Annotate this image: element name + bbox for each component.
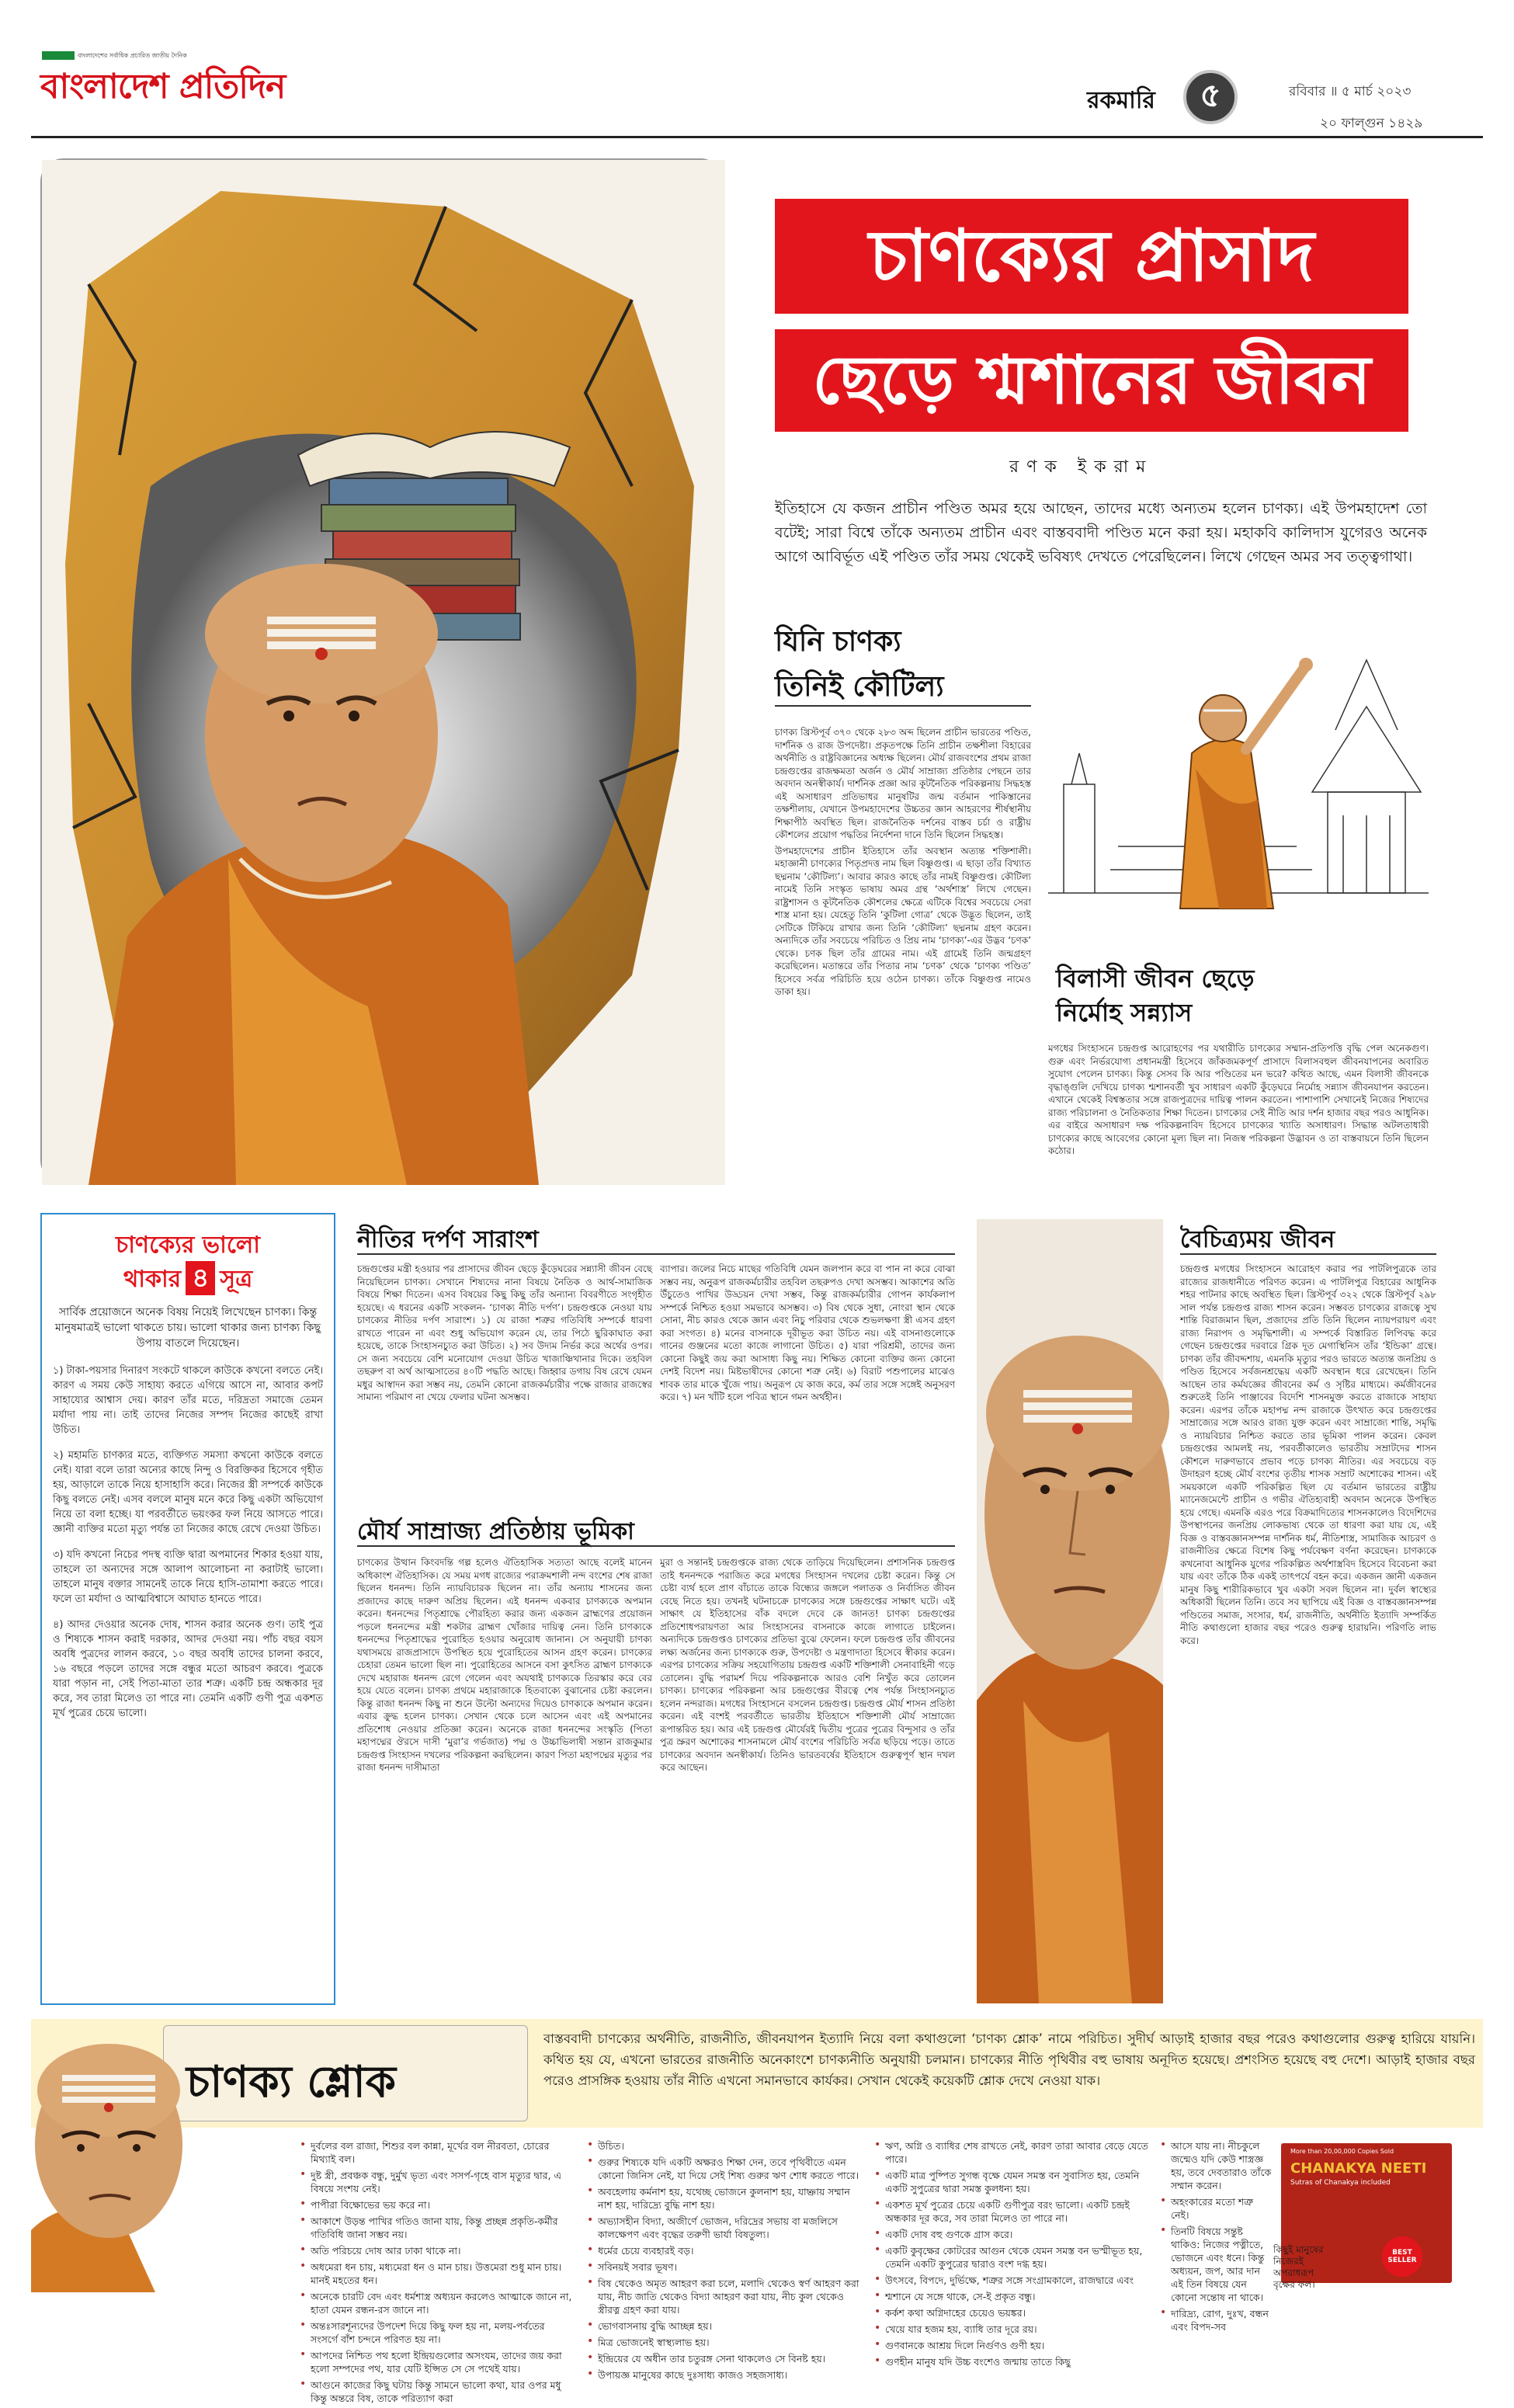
sidebar-title-word: থাকার (123, 1266, 182, 1293)
page-number-badge: ৫ (1183, 70, 1238, 124)
subheading-line: বিলাসী জীবন ছেড়ে (1056, 964, 1255, 993)
headline-line-2: ছেড়ে শ্মশানের জীবন (775, 329, 1408, 432)
section-niti-darpan-col-b: ব্যাপার। জলের নিচে মাছের গতিবিধি যেমন জলপান করে বা পান না করে বোঝা সম্ভব নয়, অনুরূপ রাজকর্মচারীর তহবিল তছরুপও দেখা অসম্ভব। আকাশের অতি উঁচুতেও পাখির উড্ডয়ন দেখা সম্ভব, কিন্তু রাজকর্মচারীর গোপন কার্যকলাপ সম্পর্কে নিশ্চিত হওয়া সমভাবে অসম্ভব। ৩) বিষ থেকে সুধা, নোংরা স্থান থেকে সোনা, নীচ কারও থেকে জ্ঞান এবং নিচু পরিবার থেকে শুভলক্ষণা স্ত্রী এসব গ্রহণ করা সংগত। ৪) মনের বাসনাকে দূরীভূত করা উচিত নয়। এই বাসনাগুলোকে গানের গুঞ্জনের মতো কাজে লাগানো উচিত। ৫) যারা পরিশ্রমী, তাদের জন্য কোনো কিছুই জয় করা আসাধ্য কিছু নয়। শিক্ষিত কোনো ব্যক্তির জন্য কোনো দেশই বিদেশ নয়। মিষ্টভাষীদের কোনো শত্রু নেই। ৬) বিরাট পশুপালের মাঝেও শাবক তার মাকে খুঁজে পায়। অনুরূপ যে কাজ করে, কর্ম তার সঙ্গে সঙ্গেই অনুসরণ করে। ৭) মন খাঁটি হলে পবিত্র স্থানে গমন অর্থহীন। (660, 1263, 955, 1402)
shloka-item: • উৎসবে, বিপদে, দুর্ভিক্ষে, শত্রুর সঙ্গে সংগ্রামকালে, রাজদ্বারে এবং (870, 2274, 1149, 2287)
section-diverse-life-text: চন্দ্রগুপ্ত মগধের সিংহাসনে আরোহণ করার পর পাটলিপুত্রকে তার রাজ্যের রাজধানীতে পরিণত করেন। এ পাটলিপুত্র বিহারের আধুনিক শহর পাটনার কাছে অবস্থিত ছিল। খ্রিস্টপূর্ব ৩২২ থেকে খ্রিস্টপূর্ব ২৯৮ সাল পর্যন্ত চন্দ্রগুপ্ত রাজ্য শাসন করেন। সম্ভবত চাণক্যের রাজত্বে সুখ শান্তি বিরাজমান ছিল, প্রজাদের প্রতি তিনি ছিলেন ন্যায়পরায়ণ এবং রাজ্য নিরাপদ ও সমৃদ্ধিশালী। এ সম্পর্কে বিস্তারিত লিপিবদ্ধ করে গেছেন চন্দ্রগুপ্তের দরবারে গ্রিক দূত মেগাস্থিনিস তাঁর ‘ইন্ডিকা’ গ্রন্থে। চাণক্য তাঁর জীবদ্দশায়, এমনকি মৃত্যুর পরও ভারতে অত্যন্ত জনপ্রিয় ও পণ্ডিত হিসেবে সর্বজনশ্রদ্ধেয় একটি অবস্থান ধরে রেখেছেন। তিনি আছেন তার কর্মযজ্ঞের জীবনের কর্ম ও সৃষ্টির মাধ্যমে। কর্মজীবনের শুরুতেই তিনি পাঞ্জাবের বিদেশি শাসনমুক্ত করতে রাজাকে সাহায্য করেন। এরপর তাঁকে মহাপদ্ম নন্দ রাজাকে উৎখাত করে চন্দ্রগুপ্তের সাম্রাজ্যের সঙ্গে আরও রাজ্য যুক্ত করেন এবং সাম্রাজ্যে শান্তি, সমৃদ্ধি ও ন্যায়বিচার নিশ্চিত করতে তার ভূমিকা পালন করেন। কেবল চন্দ্রগুপ্তের আমলই নয়, পরবর্তীকালেও ভারতীয় সম্রাটদের শাসন কৌশলে দারুণভাবে প্রভাব পড়ে চাণক্য নীতির। এর সবচেয়ে বড় উদাহরণ হচ্ছে মৌর্য বংশের তৃতীয় শাসক সম্রাট অশোকের শাসন। এই সময়কালে একটি পরিকল্পিত ছিল যে বর্তমান ভারতের রাষ্ট্রীয় ম্যানেজমেন্টে প্রাচীন ও গভীর ঐতিহ্যবাহী অবদান অনেকে উপস্থিত হয়ে গেছে। এমনকি এরও পরে বিক্রমাদিত্যের শাসনকালেও বিদেশিদের উপস্থাপনের জনপ্রিয় লোকভাষ্য থেকে তা ধারণা করা যায় যে, এই বিজ্ঞ ও বাস্তবজ্ঞানসম্পন্ন দার্শনিক ধর্ম, নীতিশাস্ত্র, সামাজিক আচরণ ও রাজনীতির ক্ষেত্রে বিশেষ কিছু পর্যবেক্ষণ বর্ণনা করেছেন। চাণক্যকে কখনোবা আধুনিক যুগের পরিকল্পিত অর্থশাস্ত্রবিদ হিসেবে বিবেচনা করা যায় এবং তাঁকে ঠিক একই তাৎপর্যে বহন করে। একজন জ্ঞানী একজন মানুষ কিছু শারীরিকভাবে খুব একটা সবল ছিলেন না। দুর্বল স্বাস্থ্যের অধিকারী ছিলেন তিনি। তবে সব ছাপিয়ে এই বিজ্ঞ ও বাস্তবজ্ঞানসম্পন্ন পণ্ডিতের সমাজ, সংসার, ধর্ম, রাজনীতি, অর্থনীতি ইত্যাদি সম্পর্কিত নীতি কথাগুলো হাজার বছর পরেও গুরুত্ব হারায়নি। পরিণতি লাভ করে। (1180, 1263, 1436, 1646)
shloka-list-col-2 (582, 2139, 862, 2385)
hero-illustration (40, 158, 724, 1183)
section-maurya-col-a: চাণক্যের উত্থান কিংবদন্তি গল্প হলেও ঐতিহাসিক সত্যতা আছে বলেই মানেন অধিকাংশ ঐতিহাসিক। যে সময় মগধ রাজ্যের পরাক্রমশালী নন্দ বংশের শেষ রাজা ছিলেন ধননন্দ। তিনি ন্যায়বিচারক ছিলেন না। তাঁর অন্যায় শাসনের জন্য প্রজাদের কাছে দারুণ অপ্রিয় ছিলেন। এই ধননন্দ একবার চাণক্যকে অপমান করেন। ধননন্দের পিতৃশ্রাদ্ধে পৌরহিত্য করার জন্য একজন ব্রাহ্মণের প্রয়োজন পড়লে ধননন্দের মন্ত্রী শকটার ব্রাহ্মণ খোঁজার দায়িত্ব নেন। তিনি চাণক্যকে ধননন্দের পিতৃশ্রাদ্ধের পুরোহিত হওয়ার অনুরোধ জানান। সে অনুযায়ী চাণক্য যথাসময়ে রাজপ্রাসাদে উপস্থিত হয়ে পুরোহিতের আসন গ্রহণ করেন। চাণক্যের চেহারা তেমন ভালো ছিল না। পুরোহিতের আসনে বসা কুৎসিত ব্রাহ্মণ চাণক্যকে দেখে মহারাজ ধননন্দ রেগে গেলেন এবং অযথাই চাণক্যকে তিরস্কার করে বের হয়ে যেতে বলেন। চাণক্য প্রথমে মহারাজাকে হিতবাক্যে বুঝানোর চেষ্টা করলেন। কিন্তু রাজা ধননন্দ কিছু না শুনে উল্টো অন্যদের দিয়েও চাণক্যকে অপমান করেন। এবার ক্রুদ্ধ হলেন চাণক্য। সেখান থেকে চলে আসেন এবং এই অপমানের প্রতিশোধ নেওয়ার প্রতিজ্ঞা করেন। অনেকে রাজা ধননন্দের সংস্কৃতি (পিতা মহাপদ্মের ঔরসে দাসী ‘মুরা’র গর্ভজাত) পদ্ম ও উচ্চাভিলাষী সন্তান রাজকুমার চন্দ্রগুপ্ত সিংহাসন দখলের পরিকল্পনা করছিলেন। কারণ পিতা মহাপদ্মের মৃত্যুর পর রাজা ধননন্দ দাসীমাতা (357, 1557, 652, 1773)
subheading-line: তিনিই কৌটিল্য (775, 671, 944, 703)
book-subtitle: Sutras of Chanakya included (1290, 2179, 1391, 2187)
shloka-item: • ইন্দ্রিয়ের যে অধীন তার চতুরঙ্গ সেনা থাকলেও সে বিনষ্ট হয়। (582, 2352, 862, 2365)
section-niti-darpan-col-a: চন্দ্রগুপ্তের মন্ত্রী হওয়ার পর প্রাসাদের জীবন ছেড়ে কুঁড়েঘরের সন্ন্যাসী জীবন বেছে নিয়েছিলেন চাণক্য। সেখানে শিষ্যদের নানা বিষয়ে নৈতিক ও আর্থ-সামাজিক বিষয়ে শিক্ষা দিতেন। এসব বিষয়ের কিছু কিছু তাঁর অন্যান্য বিবরণীতে সংগৃহীত হয়েছে। এ ধরনের একটি সংকলন- ‘চাণক্য নীতি দর্পণ’। চন্দ্রগুপ্তকে নেওয়া যায় চাণক্যের নীতির দর্পণ সারাংশ। ১) যে রাজা শত্রুর গতিবিধি সম্পর্কে ধারণা রাখতে পারেন না এবং শুধু অভিযোগ করেন যে, তার পিঠে ছুরিকাঘাত করা হয়েছে, তাকে সিংহাসনচ্যুত করা উচিত। ২) সব উদ্যম নির্ভর করে অর্থের ওপর। সে জন্য সবচেয়ে বেশি মনোযোগ দেওয়া উচিত খাজাঞ্চিখানার দিকে। তহবিল তছরুপ বা অর্থ আত্মসাতের ৪০টি পদ্ধতি আছে। জিহ্বার ডগায় বিষ রেখে যেমন মধুর আস্বাদন করা সম্ভব নয়, তেমনি কোনো রাজকর্মচারীর পক্ষে রাজার রাজস্বের সামান্য পরিমাণ না খেয়ে ফেলার ঘটনা অসম্ভব। (357, 1263, 652, 1402)
shloka-item: • একটি কুবৃক্ষের কোটরের আগুন থেকে যেমন সমস্ত বন ভস্মীভূত হয়, তেমনি একটি কুপুত্রের দ্বারাও বংশ দগ্ধ হয়। (870, 2244, 1149, 2271)
shloka-list-col-4 (1155, 2139, 1272, 2337)
sidebar-title: চাণক্যের ভালো (116, 1232, 260, 1259)
date-gregorian: রবিবার ॥ ৫ মার্চ ২০২৩ (1289, 84, 1412, 99)
section-who-is-chanakya-text (775, 726, 1031, 999)
subheading-divider (1180, 1253, 1436, 1255)
number-badge: ৪ (186, 1261, 215, 1295)
sidebar-points (53, 1364, 323, 1721)
chanakya-pointing-icon (1048, 613, 1429, 924)
subheading-diverse-life: বৈচিত্র্যময় জীবন (1180, 1226, 1335, 1253)
shloka-item: • কর্কশ কথা অগ্নিদাহের চেয়েও ভয়ঙ্কর। (870, 2306, 1149, 2319)
shloka-item: • অতি পরিচয়ে দোষ আর ঢাকা থাকে না। (295, 2244, 575, 2257)
chanakya-portrait (977, 1219, 1163, 2003)
section-maurya-col-b: মুরা ও সন্তানই চন্দ্রগুপ্তকে রাজ্য থেকে তাড়িয়ে দিয়েছিলেন। প্রশাসনিক চন্দ্রগুপ্ত তাই ধননন্দকে পরাজিত করে মগধের সিংহাসন দখলের চেষ্টা করেন। কিন্তু সে চেষ্টা ব্যর্থ হলে প্রাণ বাঁচাতে তাকে বিন্ধ্যের জঙ্গলে পলাতক ও নির্বাসিত জীবন বেছে নিতে হয়। তখনই ঘটনাচক্রে চাণক্যের সঙ্গে চন্দ্রগুপ্তের সাক্ষাৎ ঘটে। এই সাক্ষাৎ যে ইতিহাসের বাঁক বদলে দেবে কে জানত! চাণক্য চন্দ্রগুপ্তের প্রতিশোধপরায়ণতা আর সিংহাসনের বাসনাকে কাজে লাগাতে চাইলেন। অন্যদিকে চন্দ্রগুপ্তও চাণক্যের প্রতিভা বুঝে ফেলেন। ফলে চন্দ্রগুপ্ত তাঁর জীবনের লক্ষ্য অর্জনের জন্য চাণক্যকে গুরু, উপদেষ্টা ও মন্ত্রণাদাতা হিসেবে স্বীকার করেন। এরপর চাণক্যের সক্রিয় সহযোগিতায় চন্দ্রগুপ্ত একটি শক্তিশালী সেনাবাহিনী গড়ে তোলেন। বুদ্ধি পরামর্শ দিয়ে পরিকল্পনাকে আরও বেশি নিখুঁত করে তোলেন চাণক্য। চাণক্যের পরিকল্পনা আর চন্দ্রগুপ্তের বীরত্বে শেষ পর্যন্ত সিংহাসনচ্যুত হলেন নন্দরাজ। মগধের সিংহাসনে বসলেন চন্দ্রগুপ্ত। চন্দ্রগুপ্ত মৌর্য শাসন প্রতিষ্ঠা করেন। এই বংশই পরবর্তীতে ভারতীয় ইতিহাসে শক্তিশালী মৌর্য সাম্রাজ্যে রূপান্তরিত হয়। আর এই চন্দ্রগুপ্ত মৌর্যেরই দ্বিতীয় পুত্রের পুত্রের বিন্দুসার ও তাঁর পুত্র স্রুরণ অশোকের শাসনামলে মৌর্য বংশের পরিচিতি সর্বত্র ছড়িয়ে পড়ে। তাতে চাণক্যের অবদান অনস্বীকার্য। তিনিও ভারতবর্ষের ইতিহাসে গুরুত্বপূর্ণ স্থান দখল করে আছেন। (660, 1557, 955, 1773)
shloka-item: • আসে যায় না। নীচকুলে জন্মেও যদি কেউ শাস্ত্রজ্ঞ হয়, তবে দেবতারাও তাঁকে সম্মান করেন। (1155, 2139, 1272, 2192)
shloka-item: • উপায়জ্ঞ মানুষের কাছে দুঃসাধ্য কাজও সহজসাধ্য। (582, 2368, 862, 2382)
principle-item: ৪) আদর দেওয়ার অনেক দোষ, শাসন করার অনেক গুণ। তাই পুত্র ও শিষ্যকে শাসন করাই দরকার, আদর দেওয়া নয়। পাঁচ বছর বয়স অবধি পুত্রদের লালন করবে, ১০ বছর অবধি তাদের চালনা করবে, ১৬ বছরে পড়লে তাদের সঙ্গে বন্ধুর মতো আচরণ করবে। পুত্রকে যারা পড়ান না, সেই পিতা-মাতা তার শত্রু। একটি চন্দ্র অন্ধকার দূর করে, সব তারা মিলেও তা পারে না। তেমনি একটি গুণী পুত্র একশত মূর্খ পুত্রের চেয়ে ভালো। (53, 1619, 323, 1719)
shloka-item: • তিনটি বিষয়ে সন্তুষ্ট থাকিও: নিজের পত্নীতে, ভোজনে এবং ধনে। কিন্তু অধ্যয়ন, জপ, আর দান এই তিন বিষয়ে যেন কোনো সন্তোষ না থাকে। (1155, 2225, 1272, 2304)
shloka-item: • মিত্র ভোজনেই স্বাস্থ্যলাভ হয়। (582, 2336, 862, 2349)
shloka-item: • সবিনয়ই সবার ভূষণ। (582, 2260, 862, 2274)
paragraph: চাণক্য খ্রিস্টপূর্ব ৩৭০ থেকে ২৮৩ অব্দ ছিলেন প্রাচীন ভারতের পণ্ডিত, দার্শনিক ও রাজ উপদেষ্টা। প্রকৃতপক্ষে তিনি প্রাচীন তক্ষশীলা বিহারের অর্থনীতি ও রাষ্ট্রবিজ্ঞানের অধ্যক্ষ ছিলেন। মৌর্য রাজবংশের প্রথম রাজা চন্দ্রগুপ্তের রাজক্ষমতা অর্জন ও মৌর্য সাম্রাজ্য প্রতিষ্ঠার পেছনে তার অবদান অনস্বীকার্য। দার্শনিক প্রজ্ঞা আর কূটনৈতিক পরিকল্পনায় সিদ্ধহস্ত এই অসাধারণ প্রতিভাধর মানুষটির জন্ম বর্তমান পাকিস্তানের তক্ষশীলায়, যেখানে উপমহাদেশের উচ্চতর জ্ঞান আহরণের শীর্ষস্থানীয় শিক্ষাপীঠ অবস্থিত ছিল। রাজনৈতিক দর্শনের বাস্তব চর্চা ও রাষ্ট্রীয় কৌশলের প্রয়োগ পদ্ধতির নির্দেশনা দানে তিনি ছিলেন সিদ্ধহস্ত। (775, 727, 1031, 840)
article-intro: ইতিহাসে যে কজন প্রাচীন পণ্ডিত অমর হয়ে আছেন, তাদের মধ্যে অন্যতম হলেন চাণক্য। এই উপমহাদেশ তো বটেই; সারা বিশ্বে তাঁকে অন্যতম প্রাচীন এবং বাস্তববাদী পণ্ডিত মনে করা হয়। মহাকবি কালিদাস যুগেরও অনেক আগে আবির্ভূত এই পণ্ডিত তাঁর সময় থেকেই ভবিষ্যৎ দেখতে পেরেছিলেন। লিখে গেছেন অমর সব তত্ত্বগাথা। (775, 500, 1427, 565)
masthead-divider (31, 136, 1483, 138)
principle-item: ২) মহামতি চাণক্যর মতে, ব্যক্তিগত সমস্যা কখনো কাউকে বলতে নেই। যারা বলে তারা অন্যের কাছে নিন্দু ও বিরক্তিকর হিসেবে গৃহীত হয়, আড়ালে তাকে নিয়ে হাসাহাসি করে। নিজের স্ত্রী সম্পর্কে কাউকে কিছু বলতে নেই। এসব বললে মানুষ মনে করে কিছু একটা অভিযোগ নিয়ে তা বলা হচ্ছে। যা পরবর্তীতে ভয়ংকর ফল নিয়ে আসতে পারে। জ্ঞানী ব্যক্তির মতো মৃত্যু পর্যন্ত তা নিজের কাছে রেখে দেওয়া উচিত। (53, 1450, 323, 1535)
subheading-divider (357, 1545, 955, 1547)
shloka-list-col-1 (295, 2139, 575, 2408)
newspaper-logo[interactable]: বাংলাদেশ প্রতিদিন (40, 67, 286, 106)
subheading-divider (775, 705, 1031, 707)
shloka-item: • আগুনে কাজের কিছু ঘটায় কিন্তু সামনে ভালো কথা, যার ওপর মধু কিন্তু অন্তরে বিষ, তাকে পরিত্যাগ করা (295, 2378, 575, 2405)
shloka-item: • শ্মশানে যে সঙ্গে থাকে, সে-ই প্রকৃত বন্ধু। (870, 2290, 1149, 2303)
newspaper-tagline: বাংলাদেশের সর্বাধিক প্রচারিত জাতীয় দৈনিক (78, 52, 187, 59)
shloka-item: • পাপীরা বিক্ষোভের ভয় করে না। (295, 2198, 575, 2212)
section-name: রকমারি (1087, 87, 1155, 114)
shloka-intro: বাস্তববাদী চাণক্যের অর্থনীতি, রাজনীতি, জীবনযাপন ইত্যাদি নিয়ে বলা কথাগুলো ‘চাণক্য শ্লোক’ নামে পরিচিত। সুদীর্ঘ আড়াই হাজার বছর পরেও কথাগুলোর গুরুত্ব হারিয়ে যায়নি। কথিত হয় যে, এখনো ভারতের রাজনীতি অনেকাংশে চাণক্যনীতি অনুযায়ী চলমান। চাণক্যের নীতি পৃথিবীর বহু ভাষায় অনূদিত হয়েছে। প্রশংসিত হয়েছে বহু দেশে। আড়াই হাজার বছর পরেও প্রাসঙ্গিক হওয়ায় তাঁর নীতি এখনো সমানভাবে কার্যকর। সেখান থেকেই কয়েকটি শ্লোক দেখে নেওয়া যাক। (543, 2031, 1475, 2088)
shloka-title: চাণক্য শ্লোক (186, 2057, 396, 2107)
sidebar-four-principles (40, 1213, 335, 2005)
subheading-line: নির্মোহ সন্ন্যাস (1056, 998, 1193, 1027)
shloka-item: • গুণহীন মানুষ যদি উচ্চ বংশেও জন্মায় তাতে কিছু (870, 2355, 1149, 2368)
sidebar-title-word: সূত্র (220, 1266, 253, 1293)
shloka-item: • আপদের নিশ্চিত পথ হলো ইন্দ্রিয়গুলোর অসংযম, তাদের জয় করা হলো সম্পদের পথ, যার যেটি ইপ্সিত সে সে পথেই যায়। (295, 2349, 575, 2375)
shloka-item: • উচিত। (582, 2139, 862, 2153)
subheading-line: যিনি চাণক্য (775, 626, 901, 658)
principle-item: ৩) যদি কখনো নিচের পদস্থ ব্যক্তি দ্বারা অপমানের শিকার হওয়া যায়, তাহলে তা অন্যদের সঙ্গে আলাপ আলোচনা না করাটাই ভালো। তাহলে মানুষ বক্তার সামনেই তাকে নিয়ে হাসি-তামাশা করতে পারে। ফলে তা মর্যাদা ও আত্মবিশ্বাসে আঘাত হানতে পারে। (53, 1549, 323, 1605)
subheading-who-is-chanakya (775, 620, 1031, 710)
subheading-maurya-empire: মৌর্য সাম্রাজ্য প্রতিষ্ঠায় ভূমিকা (357, 1518, 634, 1545)
shloka-item: • একশত মূর্খ পুত্রের চেয়ে একটি গুণীপুত্র বরং ভালো। একটি চন্দ্রই অন্ধকার দূর করে, সব তারা মিলেও তা পারে না। (870, 2198, 1149, 2225)
book-top-line: More than 20,00,000 Copies Sold (1290, 2148, 1394, 2155)
chanakya-temple-illustration (1048, 613, 1429, 924)
shloka-item: • একটি মাত্র পুষ্পিত সুগন্ধ বৃক্ষে যেমন সমস্ত বন সুবাসিত হয়, তেমনি একটি সুপুত্রের দ্বারা সমস্ত কুলধন্য হয়। (870, 2169, 1149, 2195)
chanakya-profile-icon (31, 2028, 287, 2292)
paragraph: উপমহাদেশের প্রাচীন ইতিহাসে তাঁর অবস্থান অত্যন্ত শক্তিশালী। মহাজ্ঞানী চাণক্যের পিতৃপ্রদত্ত নাম ছিল বিষ্ণুগুপ্ত। এ ছাড়া তাঁর বিখ্যাত ছদ্মনাম ‘কৌটিল্য’। আবার কারও কাছে তাঁর নামই বিষ্ণুগুপ্ত। কৌটিল্য নামেই তিনি সংস্কৃত ভাষায় অমর গ্রন্থ ‘অর্থশাস্ত্র’ লিখে গেছেন। রাষ্ট্রশাসন ও কূটনৈতিক কৌশলের ক্ষেত্রে এটিকে বিশ্বের সবচেয়ে সেরা শাস্ত্র মানা হয়। যেহেতু তিনি ‘কুটিলা গোত্র’ থেকে উদ্ভূত ছিলেন, তাই সেটিকে টিকিয়ে রাখার জন্য তিনি ‘কৌটিল্য’ ছদ্মনাম গ্রহণ করেন। অন্যদিকে তাঁর সবচেয়ে পরিচিত ও প্রিয় নাম ‘চাণক্য’-এর উদ্ভব ‘চণক’ থেকে। চণক ছিল তাঁর গ্রামের নাম। এই গ্রামেই তিনি জন্মগ্রহণ করেছিলেন। মতান্তরে তাঁর পিতার নাম ‘চণক’ থেকে ‘চাণক্য পণ্ডিত’ হিসেবে সর্বত্র পরিচিতি হয়ে ওঠেন চাণক্য। তাঁকে বিষ্ণুগুপ্ত নামেও ডাকা হয়। (775, 845, 1031, 997)
paragraph: মগধের সিংহাসনে চন্দ্রগুপ্ত আরোহণের পর যথারীতি চাণক্যের সম্মান-প্রতিপত্তি বৃদ্ধি পেল অনেকগুণ। গুরু এবং নির্ভরযোগ্য প্রধানমন্ত্রী হিসেবে জাঁকজমকপূর্ণ প্রাসাদে বিলাসবহুল জীবনযাপনের অবারিত সুযোগ পেলেন চাণক্য। কিন্তু সেসব কি আর পণ্ডিতের মন ভরে? কথিত আছে, এমন বিলাসী জীবনকে বৃদ্ধাঙ্গুলি দেখিয়ে চাণক্য শ্মশানবর্তী খুব সাধারণ একটি কুঁড়েঘরে নির্মোহ সন্ন্যাস জীবনযাপন করতেন। এখানে থেকেই বিশ্বস্ততার সঙ্গে রাজপুত্রদের দায়িত্ব পালন করতেন। পাশাপাশি সেখানেই নিজের শিষ্যদের রাজ্য পরিচালনা ও নৈতিকতার শিক্ষা দিতেন। চাণক্যের সেই নীতি আর দর্শন হাজার বছর পরও আধুনিক। এর বাইরে অসাধারণ দক্ষ পরিকল্পনাবিদ হিসেবে চাণক্যের খ্যাতি অসাধারণ। সিদ্ধান্ত অটলতাধারী চাণক্যের কাছে আবেগের কোনো মূল্য ছিল না। নিজস্ব পরিকল্পনা উদ্ভাবন ও তা বাস্তবায়নে তিনি ছিলেন কঠোর। (1048, 1043, 1429, 1156)
sidebar-title-line2 (53, 1261, 323, 1297)
shloka-item: • দুর্বলের বল রাজা, শিশুর বল কান্না, মূর্খের বল নীরবতা, চোরের মিথ্যাই বল। (295, 2139, 575, 2166)
chanakya-books-illustration (42, 160, 725, 1185)
shloka-item: • ধর্মের চেয়ে ব্যবহারই বড়। (582, 2244, 862, 2257)
chanakya-face-icon (977, 1219, 1163, 2003)
subheading-divider (357, 1253, 955, 1255)
byline: রণক ইকরাম (1009, 457, 1154, 477)
book-title: CHANAKYA NEETI (1290, 2160, 1427, 2177)
shloka-item: • দুষ্ট স্ত্রী, প্রবঞ্চক বন্ধু, দুর্মুখ ভৃত্য এবং সসর্প-গৃহে বাস মৃত্যুর দ্বার, এ বিষয়ে সংশয় নেই। (295, 2169, 575, 2195)
shloka-item: • অবহেলায় কর্মনাশ হয়, যথেচ্ছ ভোজনে কুলনাশ হয়, যাচ্ঞায় সম্মান নাশ হয়, দারিদ্র্যে বুদ্ধি নাশ হয়। (582, 2185, 862, 2212)
shloka-item: • দারিদ্র্য, রোগ, দুঃখ, বন্ধন এবং বিপদ-সব (1155, 2307, 1272, 2333)
subheading-niti-darpan: নীতির দর্পণ সারাংশ (357, 1226, 539, 1253)
shloka-item: • গুণবানকে আশ্রয় দিলে নির্গুণও গুণী হয়। (870, 2339, 1149, 2352)
sidebar-lead: সার্বিক প্রয়োজনে অনেক বিষয় নিয়েই লিখেছেন চাণক্য। কিন্তু মানুষমাত্রই ভালো থাকতে চায়। ভালো থাকার জন্য চাণক্য কিছু উপায় বাতলে দিয়েছেন। (55, 1306, 321, 1350)
shloka-item: • খেয়ে যার হজম হয়, ব্যাধি তার দূরে রয়। (870, 2323, 1149, 2336)
shloka-item: • অনেকে চারটি বেদ এবং ধর্মশাস্ত্র অধ্যয়ন করলেও আত্মাকে জানে না, হাতা যেমন রন্ধন-রস জানে না। (295, 2290, 575, 2316)
shloka-item: • অন্তঃসারশূন্যদের উপদেশ দিয়ে কিছু ফল হয় না, মলয়-পর্বতের সংসর্গে বাঁশ চন্দনে পরিণত হয় না। (295, 2319, 575, 2346)
section-renunciation-text (1048, 1042, 1429, 1158)
shloka-item: • ভোগবাসনায় বুদ্ধি আচ্ছন্ন হয়। (582, 2319, 862, 2333)
best-seller-badge: BEST SELLER (1382, 2236, 1422, 2277)
subheading-renunciation (1056, 961, 1382, 1030)
shloka-tail-text: কিছুই মানুষের নিজেরই অপরাধরূপ বৃক্ষের ফল। (1273, 2244, 1324, 2290)
headline-line-1: চাণক্যের প্রাসাদ (775, 199, 1408, 314)
shloka-list-col-3 (870, 2139, 1149, 2372)
shloka-item: • বিষ থেকেও অমৃত আহরণ করা চলে, মলাদি থেকেও স্বর্ণ আহরণ করা যায়, নীচ জাতি থেকেও বিদ্যা আহরণ করা যায়, নীচ কুল থেকেও স্ত্রীরত্ন গ্রহণ করা যায়। (582, 2277, 862, 2316)
shloka-item: • আকাশে উড়ন্ত পাখির গতিও জানা যায়, কিন্তু প্রচ্ছন্ন প্রকৃতি-কর্মীর গতিবিধি জানা সম্ভব নয়। (295, 2215, 575, 2241)
shloka-item: • একটি দোষ বহু গুণকে গ্রাস করে। (870, 2228, 1149, 2241)
shloka-chanakya-portrait (31, 2028, 287, 2292)
logo-badge (42, 51, 75, 60)
shloka-item: • অধমেরা ধন চায়, মধ্যমেরা ধন ও মান চায়। উত্তমেরা শুধু মান চায়। মানই মহতের ধন। (295, 2260, 575, 2287)
shloka-item: • অভ্যাসহীন বিদ্যা, অজীর্ণে ভোজন, দরিদ্রের সভায় বা মজলিসে কালক্ষেপণ এবং বৃদ্ধের তরুণী ভার্যা বিষতুল্য। (582, 2215, 862, 2241)
date-bengali: ২০ ফাল্গুন ১৪২৯ (1320, 116, 1423, 131)
shloka-item: • অহংকারের মতো শত্রু নেই। (1155, 2195, 1272, 2222)
shloka-item: • গুরুর শিষ্যকে যদি একটি অক্ষরও শিক্ষা দেন, তবে পৃথিবীতে এমন কোনো জিনিস নেই, যা দিয়ে সেই শিষ্য গুরুর ঋণ শোধ করতে পারে। (582, 2156, 862, 2182)
shloka-item: • ঋণ, অগ্নি ও ব্যাধির শেষ রাখতে নেই, কারণ তারা আবার বেড়ে যেতে পারে। (870, 2139, 1149, 2166)
principle-item: ১) টাকা-পয়সার দিনারণ সংকটে থাকলে কাউকে কখনো বলতে নেই। কারণ এ সময় কেউ সাহায্য করতে এগিয়ে আসে না, আবার কপট সাহায্যের আশ্বাস দেয়। কারণ তাঁর মতে, দরিদ্রতা সমাজে তেমন মর্যাদা পায় না। তাই তাদের নিজের সম্পদ নিজের কাছেই রাখা উচিত। (53, 1365, 323, 1436)
